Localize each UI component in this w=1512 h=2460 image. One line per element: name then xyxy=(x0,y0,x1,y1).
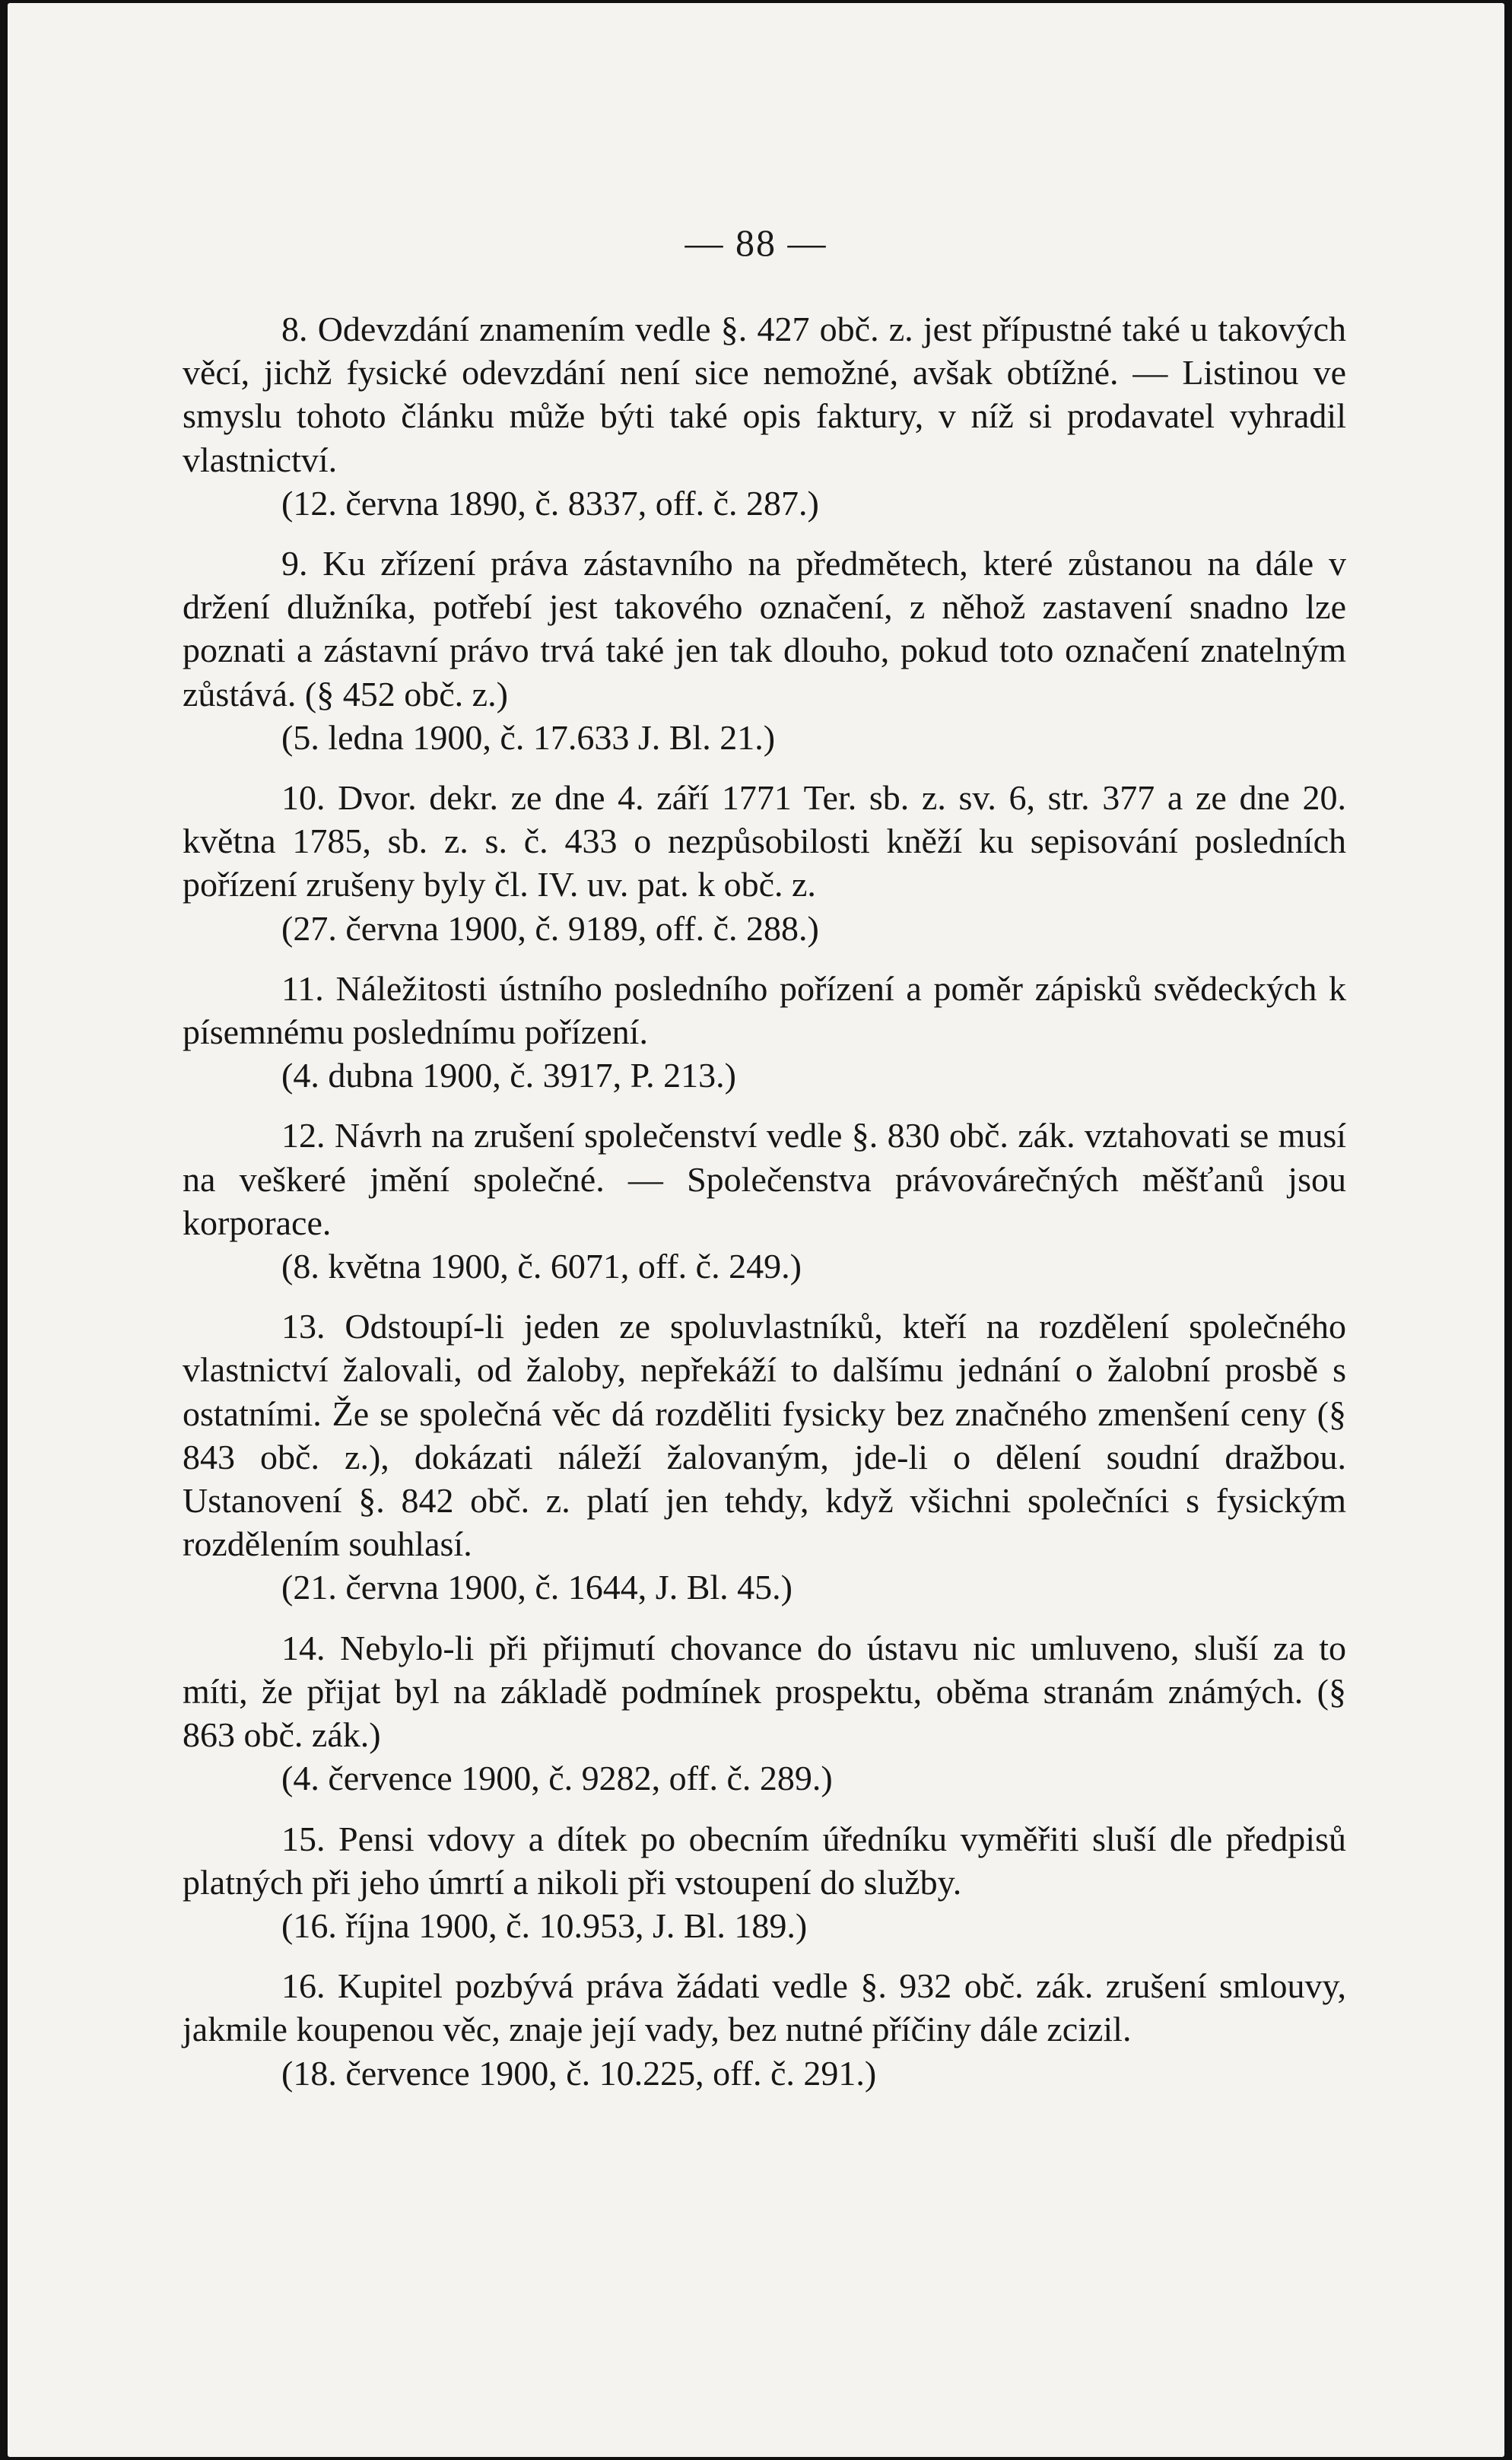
entry-citation: (8. května 1900, č. 6071, off. č. 249.) xyxy=(281,1247,802,1286)
entry-citation: (5. ledna 1900, č. 17.633 J. Bl. 21.) xyxy=(281,717,776,757)
book-page xyxy=(8,3,1504,2457)
entry-16 xyxy=(183,1964,1346,2095)
entry-10 xyxy=(183,776,1346,950)
entry-14 xyxy=(183,1626,1346,1801)
entry-citation: (18. července 1900, č. 10.225, off. č. 291.) xyxy=(281,2053,877,2093)
entry-citation: (12. června 1890, č. 8337, off. č. 287.) xyxy=(281,483,819,523)
entry-9 xyxy=(183,542,1346,759)
entry-text: 8. Odevzdání znamením vedle §. 427 obč. z. jest přípustné také u takových věcí, jichž fysické odevzdání není sice nemožné, avšak obtížné. — Listinou ve smyslu tohoto článku může býti také opis faktury, v níž si prodavatel vyhradil vlastnictví. xyxy=(183,310,1346,479)
entry-citation: (27. června 1900, č. 9189, off. č. 288.) xyxy=(281,908,819,948)
entry-citation: (16. října 1900, č. 10.953, J. Bl. 189.) xyxy=(281,1905,808,1945)
entry-8 xyxy=(183,307,1346,525)
entry-text: 12. Návrh na zrušení společenství vedle §. 830 obč. zák. vztahovati se musí na veškeré jmění společné. — Společenstva právovárečných měšťanů jsou korporace. xyxy=(183,1116,1346,1242)
entry-citation: (4. července 1900, č. 9282, off. č. 289.) xyxy=(281,1759,833,1798)
entry-text: 15. Pensi vdovy a dítek po obecním úředníku vyměřiti sluší dle předpisů platných při jeho úmrtí a nikoli při vstoupení do služby. xyxy=(183,1819,1346,1902)
entry-text: 10. Dvor. dekr. ze dne 4. září 1771 Ter. sb. z. sv. 6, str. 377 a ze dne 20. května 1785, sb. z. s. č. 433 o nezpůsobilosti kněží ku sepisování posledních pořízení zrušeny byly čl. IV. uv. pat. k obč. z. xyxy=(183,778,1346,904)
page-number: — 88 — xyxy=(685,221,827,264)
entry-12 xyxy=(183,1114,1346,1288)
entry-text: 11. Náležitosti ústního posledního pořízení a poměr zápisků svědeckých k písemnému poslednímu pořízení. xyxy=(183,968,1346,1052)
entry-citation: (4. dubna 1900, č. 3917, P. 213.) xyxy=(281,1056,736,1095)
entry-citation: (21. června 1900, č. 1644, J. Bl. 45.) xyxy=(281,1568,793,1607)
entry-text: 14. Nebylo-li při přijmutí chovance do ústavu nic umluveno, sluší za to míti, že přijat byl na základě podmínek prospektu, oběma stranám známých. (§ 863 obč. zák.) xyxy=(183,1628,1346,1755)
entry-text: 16. Kupitel pozbývá práva žádati vedle §. 932 obč. zák. zrušení smlouvy, jakmile koupenou věc, znaje její vady, bez nutné příčiny dále zcizil. xyxy=(183,1966,1346,2049)
page-body xyxy=(183,307,1346,2112)
entry-11 xyxy=(183,967,1346,1098)
entry-text: 13. Odstoupí-li jeden ze spoluvlastníků, kteří na rozdělení společného vlastnictví žalovali, od žaloby, nepřekáží to dalšímu jednání o žalobní prosbě s ostatními. Že se společná věc dá rozděliti fysicky bez značného zmenšení ceny (§ 843 obč. z.), dokázati náleží žalovaným, jde-li o dělení soudní dražbou. Ustanovení §. 842 obč. z. platí jen tehdy, když všichni společníci s fysickým rozdělením souhlasí. xyxy=(183,1307,1346,1564)
entry-text: 9. Ku zřízení práva zástavního na předmětech, které zůstanou na dále v držení dlužníka, potřebí jest takového označení, z něhož zastavení snadno lze poznati a zástavní právo trvá také jen tak dlouho, pokud toto označení znatelným zůstává. (§ 452 obč. z.) xyxy=(183,544,1346,714)
entry-13 xyxy=(183,1305,1346,1609)
entry-15 xyxy=(183,1817,1346,1948)
